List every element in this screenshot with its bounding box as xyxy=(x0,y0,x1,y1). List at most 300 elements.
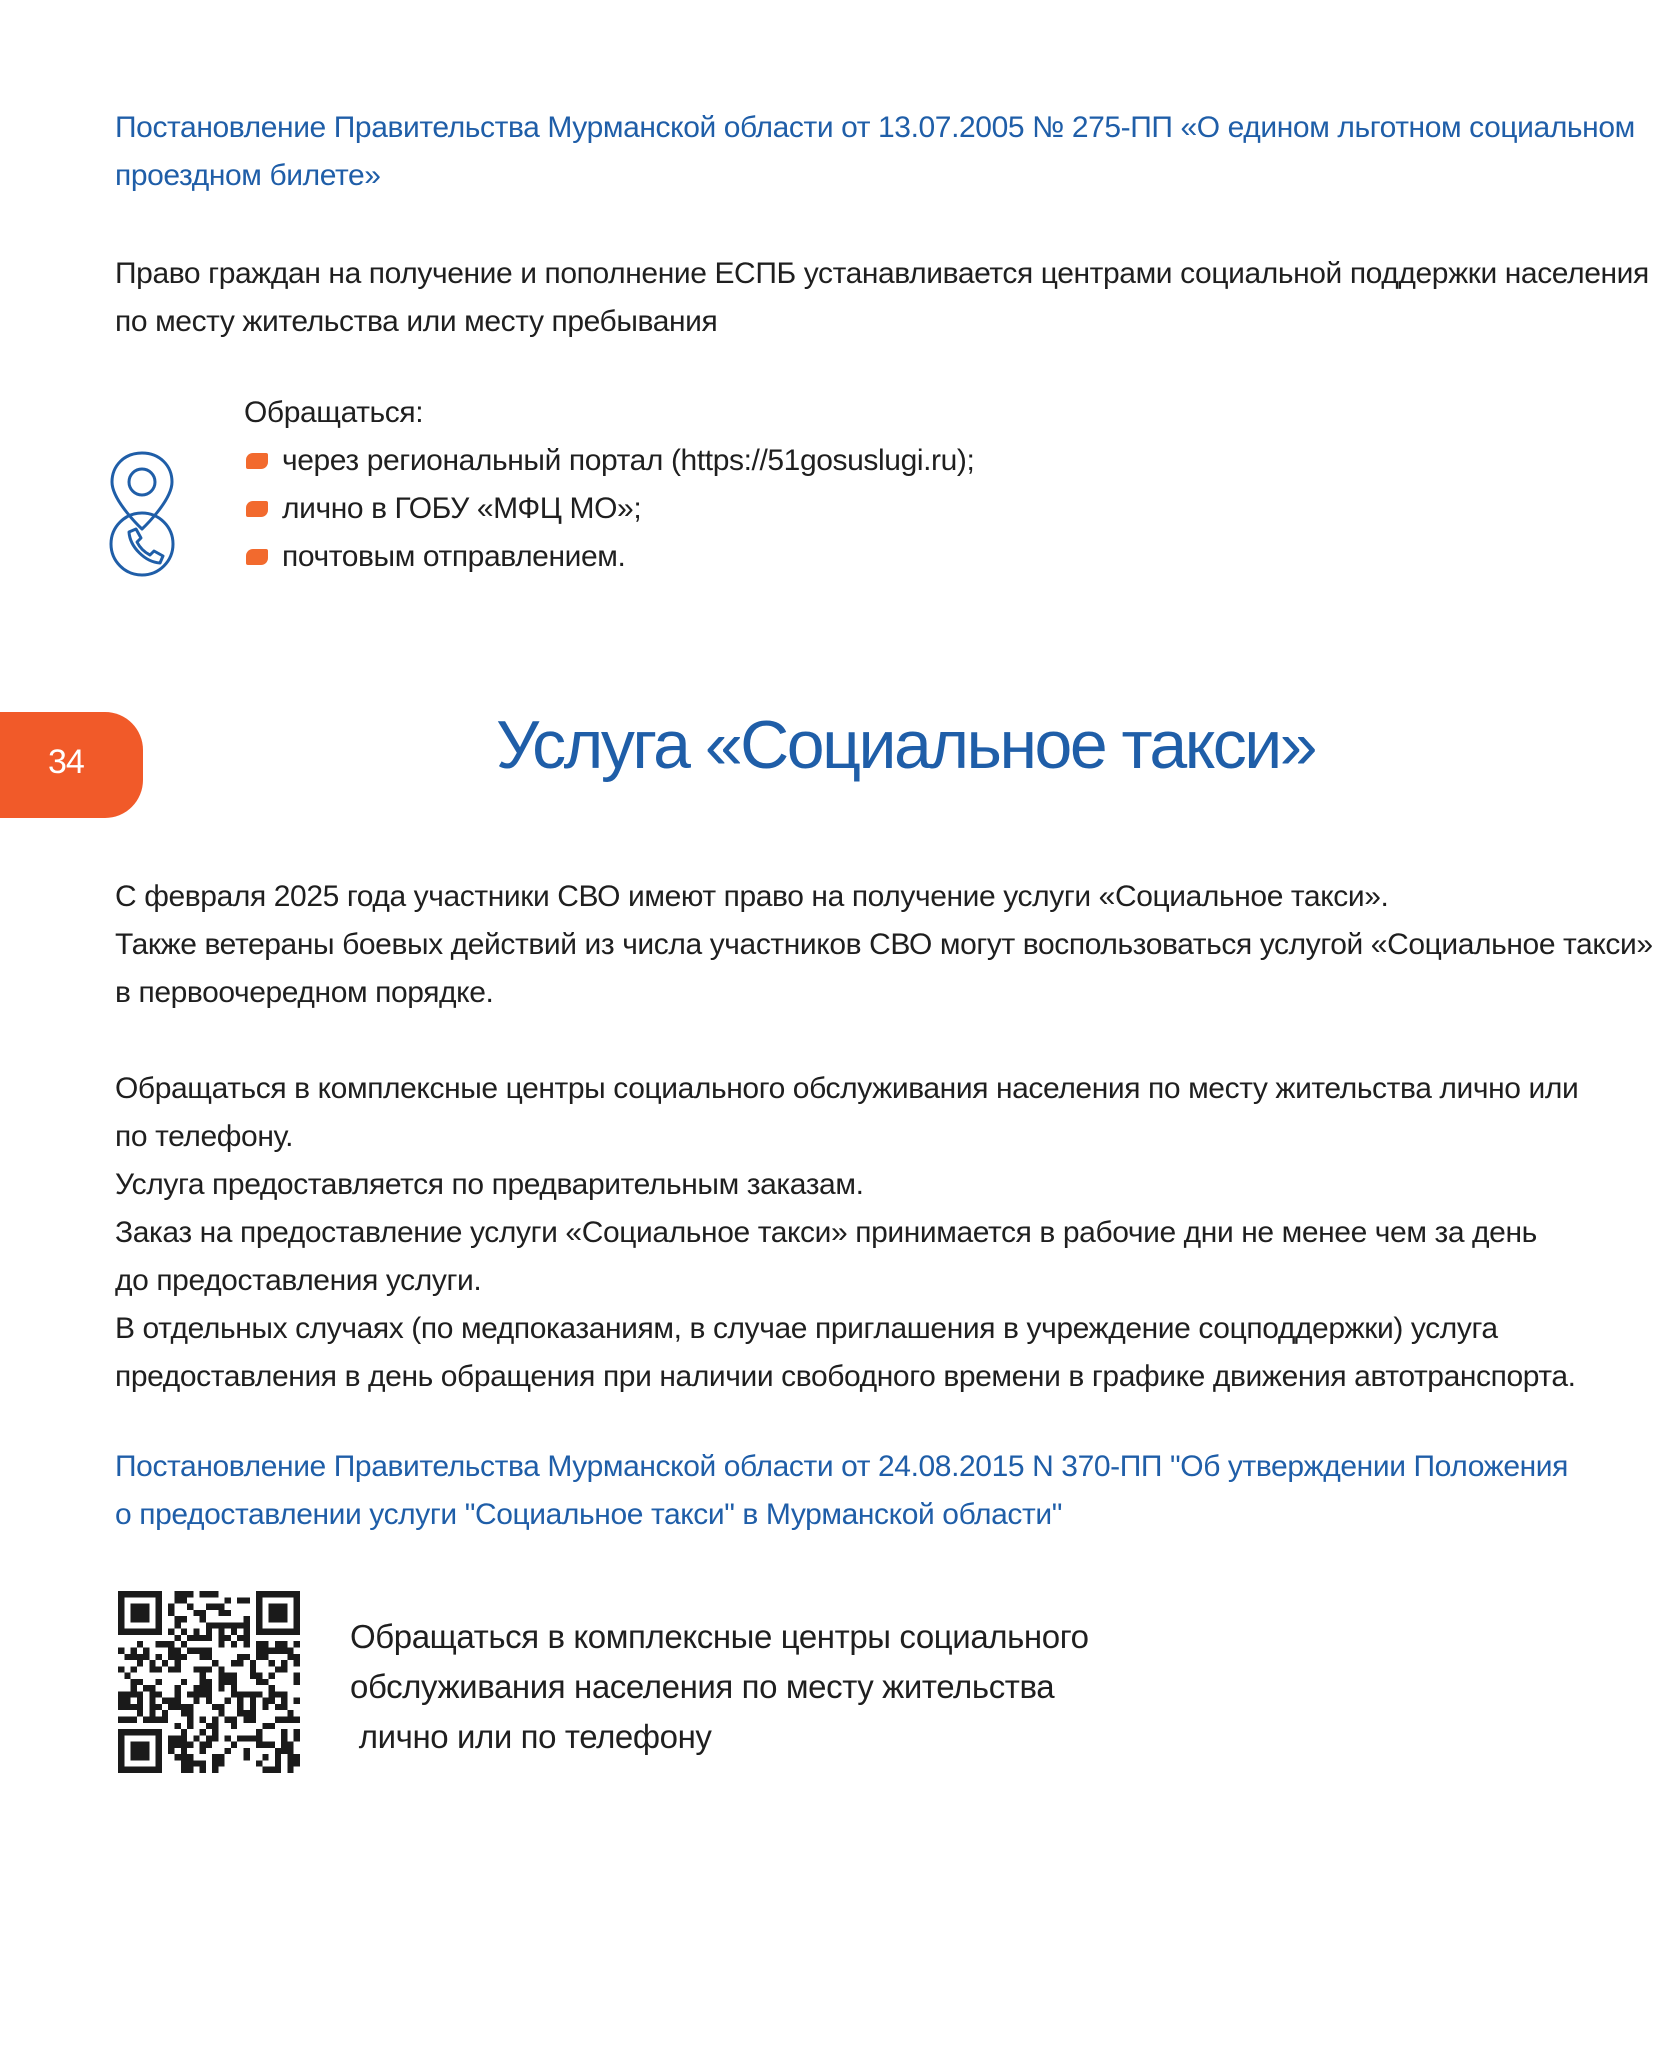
qr-module xyxy=(118,1767,124,1773)
qr-module xyxy=(218,1622,224,1628)
qr-module xyxy=(275,1591,281,1597)
qr-module xyxy=(269,1629,275,1635)
qr-module xyxy=(168,1742,174,1748)
qr-module xyxy=(225,1622,231,1628)
qr-module xyxy=(156,1760,162,1766)
qr-module xyxy=(137,1679,143,1685)
qr-module xyxy=(225,1698,231,1704)
qr-module xyxy=(200,1748,206,1754)
intro-paragraph xyxy=(115,250,1649,346)
qr-module xyxy=(156,1679,162,1685)
qr-module xyxy=(143,1591,149,1597)
qr-module xyxy=(237,1704,243,1710)
qr-module xyxy=(281,1698,287,1704)
qr-module xyxy=(181,1735,187,1741)
qr-module xyxy=(269,1723,275,1729)
qr-module xyxy=(168,1735,174,1741)
qr-module xyxy=(287,1748,293,1754)
qr-module xyxy=(287,1629,293,1635)
qr-module xyxy=(294,1622,300,1628)
qr-module xyxy=(231,1660,237,1666)
qr-module xyxy=(149,1710,155,1716)
qr-module xyxy=(168,1604,174,1610)
qr-module xyxy=(174,1597,180,1603)
contact-item-portal xyxy=(244,437,974,485)
qr-module xyxy=(193,1691,199,1697)
qr-module xyxy=(124,1629,130,1635)
qr-module xyxy=(193,1666,199,1672)
qr-module xyxy=(294,1604,300,1610)
qr-module xyxy=(275,1647,281,1653)
qr-module xyxy=(181,1641,187,1647)
contact-item-mail xyxy=(244,533,974,581)
qr-module xyxy=(294,1735,300,1741)
qr-module xyxy=(244,1691,250,1697)
qr-module xyxy=(287,1742,293,1748)
qr-module xyxy=(281,1629,287,1635)
qr-module xyxy=(281,1666,287,1672)
qr-module xyxy=(244,1597,250,1603)
qr-module xyxy=(262,1641,268,1647)
qr-module xyxy=(281,1704,287,1710)
qr-module xyxy=(287,1717,293,1723)
qr-module xyxy=(162,1698,168,1704)
reference-bottom-line-1: Постановление Правительства Мурманской области от 24.08.2015 N 370-ПП "Об утверждении Положения xyxy=(115,1450,1568,1483)
qr-module xyxy=(168,1610,174,1616)
qr-module xyxy=(225,1673,231,1679)
qr-module xyxy=(294,1610,300,1616)
qr-module xyxy=(131,1647,137,1653)
qr-module xyxy=(281,1742,287,1748)
qr-module xyxy=(137,1729,143,1735)
how-to-paragraph xyxy=(115,1065,1578,1401)
qr-module xyxy=(200,1666,206,1672)
qr-module xyxy=(200,1616,206,1622)
qr-module xyxy=(218,1635,224,1641)
qr-module xyxy=(231,1691,237,1697)
qr-module xyxy=(162,1717,168,1723)
svo-info-paragraph xyxy=(115,873,1653,1017)
qr-module xyxy=(118,1591,124,1597)
qr-module xyxy=(174,1735,180,1741)
qr-module xyxy=(294,1654,300,1660)
qr-module xyxy=(244,1654,250,1660)
qr-module xyxy=(206,1723,212,1729)
qr-module xyxy=(118,1616,124,1622)
qr-module xyxy=(218,1666,224,1672)
qr-module xyxy=(256,1629,262,1635)
qr-module xyxy=(156,1691,162,1697)
qr-module xyxy=(118,1629,124,1635)
qr-module xyxy=(275,1629,281,1635)
qr-module xyxy=(275,1704,281,1710)
qr-module xyxy=(275,1748,281,1754)
qr-module xyxy=(143,1629,149,1635)
qr-module xyxy=(200,1685,206,1691)
qr-module xyxy=(231,1679,237,1685)
qr-module xyxy=(131,1729,137,1735)
qr-module xyxy=(174,1635,180,1641)
qr-module xyxy=(124,1698,130,1704)
qr-module xyxy=(231,1629,237,1635)
qr-module xyxy=(294,1679,300,1685)
qr-module xyxy=(256,1735,262,1741)
qr-module xyxy=(281,1729,287,1735)
qr-module xyxy=(187,1604,193,1610)
qr-module xyxy=(212,1704,218,1710)
qr-module xyxy=(256,1691,262,1697)
qr-module xyxy=(269,1610,275,1616)
qr-module xyxy=(250,1698,256,1704)
qr-module xyxy=(206,1604,212,1610)
qr-module xyxy=(262,1679,268,1685)
qr-module xyxy=(281,1660,287,1666)
qr-module xyxy=(124,1591,130,1597)
qr-module xyxy=(131,1591,137,1597)
bullet-icon xyxy=(246,549,268,565)
qr-module xyxy=(124,1654,130,1660)
qr-module xyxy=(149,1591,155,1597)
qr-caption xyxy=(350,1612,1089,1762)
how-to-line-1: Обращаться в комплексные центры социального обслуживания населения по месту жительства лично или xyxy=(115,1072,1579,1105)
qr-module xyxy=(187,1767,193,1773)
qr-module xyxy=(187,1742,193,1748)
qr-module xyxy=(187,1635,193,1641)
qr-module xyxy=(294,1673,300,1679)
qr-module xyxy=(181,1597,187,1603)
qr-module xyxy=(149,1704,155,1710)
qr-module xyxy=(118,1729,124,1735)
qr-module xyxy=(137,1698,143,1704)
qr-module xyxy=(156,1604,162,1610)
qr-module xyxy=(149,1629,155,1635)
qr-module xyxy=(143,1717,149,1723)
qr-module xyxy=(218,1710,224,1716)
qr-module xyxy=(212,1622,218,1628)
qr-module xyxy=(250,1704,256,1710)
qr-module xyxy=(262,1767,268,1773)
qr-module xyxy=(281,1691,287,1697)
qr-module xyxy=(118,1698,124,1704)
qr-module xyxy=(206,1591,212,1597)
qr-module xyxy=(256,1742,262,1748)
qr-module xyxy=(256,1647,262,1653)
qr-module xyxy=(237,1635,243,1641)
qr-module xyxy=(118,1742,124,1748)
qr-module xyxy=(256,1729,262,1735)
qr-module xyxy=(131,1629,137,1635)
qr-module xyxy=(294,1754,300,1760)
qr-module xyxy=(143,1647,149,1653)
qr-module xyxy=(143,1616,149,1622)
qr-module xyxy=(281,1717,287,1723)
qr-module xyxy=(149,1666,155,1672)
qr-module xyxy=(187,1754,193,1760)
qr-module xyxy=(206,1698,212,1704)
qr-module xyxy=(137,1704,143,1710)
qr-module xyxy=(206,1742,212,1748)
qr-module xyxy=(181,1710,187,1716)
qr-module xyxy=(137,1641,143,1647)
qr-module xyxy=(231,1723,237,1729)
qr-module xyxy=(181,1591,187,1597)
qr-module xyxy=(256,1760,262,1766)
qr-module xyxy=(118,1760,124,1766)
qr-module xyxy=(275,1767,281,1773)
qr-module xyxy=(193,1610,199,1616)
qr-module xyxy=(269,1698,275,1704)
qr-module xyxy=(124,1691,130,1697)
qr-module xyxy=(156,1742,162,1748)
qr-module xyxy=(124,1729,130,1735)
qr-module xyxy=(193,1647,199,1653)
qr-module xyxy=(237,1654,243,1660)
qr-module xyxy=(168,1698,174,1704)
qr-module xyxy=(269,1673,275,1679)
qr-module xyxy=(137,1591,143,1597)
qr-module xyxy=(181,1679,187,1685)
qr-module xyxy=(118,1610,124,1616)
qr-module xyxy=(218,1610,224,1616)
qr-module xyxy=(256,1591,262,1597)
qr-module xyxy=(244,1622,250,1628)
qr-module xyxy=(193,1629,199,1635)
qr-module xyxy=(200,1673,206,1679)
qr-module xyxy=(137,1660,143,1666)
qr-module xyxy=(275,1616,281,1622)
qr-module xyxy=(250,1691,256,1697)
qr-module xyxy=(231,1717,237,1723)
qr-module xyxy=(181,1616,187,1622)
qr-module xyxy=(269,1660,275,1666)
qr-module xyxy=(137,1610,143,1616)
qr-module xyxy=(256,1610,262,1616)
qr-module xyxy=(174,1622,180,1628)
qr-module xyxy=(206,1679,212,1685)
qr-module xyxy=(206,1629,212,1635)
qr-module xyxy=(118,1622,124,1628)
qr-module xyxy=(225,1735,231,1741)
qr-module xyxy=(275,1760,281,1766)
qr-module xyxy=(256,1604,262,1610)
contact-item-label: почтовым отправлением. xyxy=(282,540,626,573)
qr-module xyxy=(174,1754,180,1760)
qr-module xyxy=(137,1767,143,1773)
qr-module xyxy=(118,1754,124,1760)
qr-module xyxy=(231,1742,237,1748)
qr-module xyxy=(244,1735,250,1741)
qr-module xyxy=(156,1704,162,1710)
qr-module xyxy=(256,1622,262,1628)
qr-module xyxy=(287,1760,293,1766)
intro-line-2: по месту жительства или месту пребывания xyxy=(115,305,718,338)
qr-module xyxy=(200,1767,206,1773)
qr-module xyxy=(237,1660,243,1666)
qr-module xyxy=(244,1641,250,1647)
qr-module xyxy=(294,1760,300,1766)
qr-module xyxy=(256,1654,262,1660)
qr-module xyxy=(118,1604,124,1610)
qr-module xyxy=(193,1735,199,1741)
qr-module xyxy=(137,1748,143,1754)
qr-module xyxy=(250,1735,256,1741)
qr-module xyxy=(212,1660,218,1666)
qr-module xyxy=(237,1622,243,1628)
qr-module xyxy=(275,1691,281,1697)
qr-module xyxy=(244,1629,250,1635)
qr-module xyxy=(206,1654,212,1660)
qr-module xyxy=(156,1666,162,1672)
qr-module xyxy=(174,1742,180,1748)
qr-module xyxy=(124,1767,130,1773)
qr-module xyxy=(137,1629,143,1635)
qr-module xyxy=(281,1735,287,1741)
qr-module xyxy=(124,1704,130,1710)
qr-module xyxy=(137,1710,143,1716)
qr-module xyxy=(244,1635,250,1641)
qr-module xyxy=(137,1604,143,1610)
qr-module xyxy=(168,1704,174,1710)
qr-module xyxy=(231,1673,237,1679)
qr-module xyxy=(206,1691,212,1697)
qr-module xyxy=(131,1654,137,1660)
qr-module xyxy=(118,1666,124,1672)
qr-module xyxy=(281,1616,287,1622)
qr-module xyxy=(281,1748,287,1754)
qr-module xyxy=(156,1629,162,1635)
qr-module xyxy=(256,1641,262,1647)
qr-module xyxy=(200,1742,206,1748)
svo-info-line-2: Также ветераны боевых действий из числа участников СВО могут воспользоваться услугой «Социальное такси» xyxy=(115,928,1653,961)
qr-module xyxy=(244,1710,250,1716)
qr-module xyxy=(218,1704,224,1710)
qr-module xyxy=(162,1641,168,1647)
qr-module xyxy=(168,1641,174,1647)
qr-module xyxy=(237,1710,243,1716)
qr-module xyxy=(212,1591,218,1597)
qr-module xyxy=(156,1767,162,1773)
qr-module xyxy=(218,1685,224,1691)
bullet-icon xyxy=(246,453,268,469)
qr-module xyxy=(174,1691,180,1697)
qr-module xyxy=(294,1729,300,1735)
qr-module xyxy=(156,1610,162,1616)
qr-module xyxy=(174,1660,180,1666)
qr-module xyxy=(200,1691,206,1697)
qr-module xyxy=(131,1748,137,1754)
qr-module xyxy=(174,1666,180,1672)
qr-module xyxy=(187,1723,193,1729)
qr-module xyxy=(131,1717,137,1723)
qr-module xyxy=(168,1654,174,1660)
qr-module xyxy=(162,1660,168,1666)
qr-module xyxy=(212,1729,218,1735)
qr-module xyxy=(262,1647,268,1653)
qr-code[interactable] xyxy=(118,1591,300,1773)
qr-module xyxy=(137,1742,143,1748)
qr-module xyxy=(225,1610,231,1616)
qr-module xyxy=(174,1685,180,1691)
qr-module xyxy=(156,1591,162,1597)
how-to-line-7: предоставления в день обращения при наличии свободного времени в графике движения автотранспорта. xyxy=(115,1360,1576,1393)
qr-module xyxy=(281,1610,287,1616)
qr-module xyxy=(131,1704,137,1710)
qr-module xyxy=(212,1735,218,1741)
qr-module xyxy=(250,1660,256,1666)
qr-module xyxy=(269,1685,275,1691)
qr-module xyxy=(206,1635,212,1641)
qr-module xyxy=(262,1723,268,1729)
qr-module xyxy=(124,1717,130,1723)
qr-module xyxy=(225,1597,231,1603)
qr-module xyxy=(143,1654,149,1660)
qr-module xyxy=(231,1685,237,1691)
bullet-icon xyxy=(246,501,268,517)
qr-module xyxy=(143,1729,149,1735)
qr-module xyxy=(225,1717,231,1723)
qr-module xyxy=(131,1685,137,1691)
qr-module xyxy=(212,1723,218,1729)
qr-module xyxy=(231,1622,237,1628)
qr-module xyxy=(168,1647,174,1653)
qr-module xyxy=(137,1616,143,1622)
qr-module xyxy=(218,1641,224,1647)
svo-info-line-3: в первоочередном порядке. xyxy=(115,976,494,1009)
qr-module xyxy=(181,1754,187,1760)
qr-module xyxy=(200,1654,206,1660)
how-to-line-4: Заказ на предоставление услуги «Социальное такси» принимается в рабочие дни не менее чем за день xyxy=(115,1216,1537,1249)
qr-module xyxy=(269,1767,275,1773)
qr-module xyxy=(262,1591,268,1597)
qr-module xyxy=(149,1729,155,1735)
qr-module xyxy=(206,1647,212,1653)
qr-module xyxy=(193,1760,199,1766)
qr-module xyxy=(181,1748,187,1754)
qr-module xyxy=(149,1660,155,1666)
page-number: 34 xyxy=(48,743,84,781)
qr-module xyxy=(143,1610,149,1616)
qr-module xyxy=(287,1754,293,1760)
qr-module xyxy=(187,1704,193,1710)
qr-module xyxy=(131,1679,137,1685)
qr-module xyxy=(212,1760,218,1766)
qr-module xyxy=(181,1767,187,1773)
qr-module xyxy=(118,1717,124,1723)
intro-line-1: Право граждан на получение и пополнение ЕСПБ устанавливается центрами социальной поддержки населения xyxy=(115,257,1649,290)
qr-module xyxy=(275,1641,281,1647)
qr-module xyxy=(256,1673,262,1679)
contact-block xyxy=(244,389,974,581)
qr-module xyxy=(181,1742,187,1748)
qr-module xyxy=(244,1748,250,1754)
qr-module xyxy=(118,1647,124,1653)
qr-module xyxy=(143,1604,149,1610)
qr-module xyxy=(287,1654,293,1660)
qr-module xyxy=(294,1717,300,1723)
qr-module xyxy=(118,1597,124,1603)
qr-module xyxy=(143,1754,149,1760)
qr-module xyxy=(244,1616,250,1622)
qr-module xyxy=(174,1616,180,1622)
qr-module xyxy=(174,1591,180,1597)
qr-module xyxy=(256,1616,262,1622)
qr-module xyxy=(168,1629,174,1635)
qr-module xyxy=(149,1767,155,1773)
qr-module xyxy=(287,1767,293,1773)
qr-module xyxy=(118,1748,124,1754)
qr-module xyxy=(187,1691,193,1697)
qr-module xyxy=(181,1704,187,1710)
